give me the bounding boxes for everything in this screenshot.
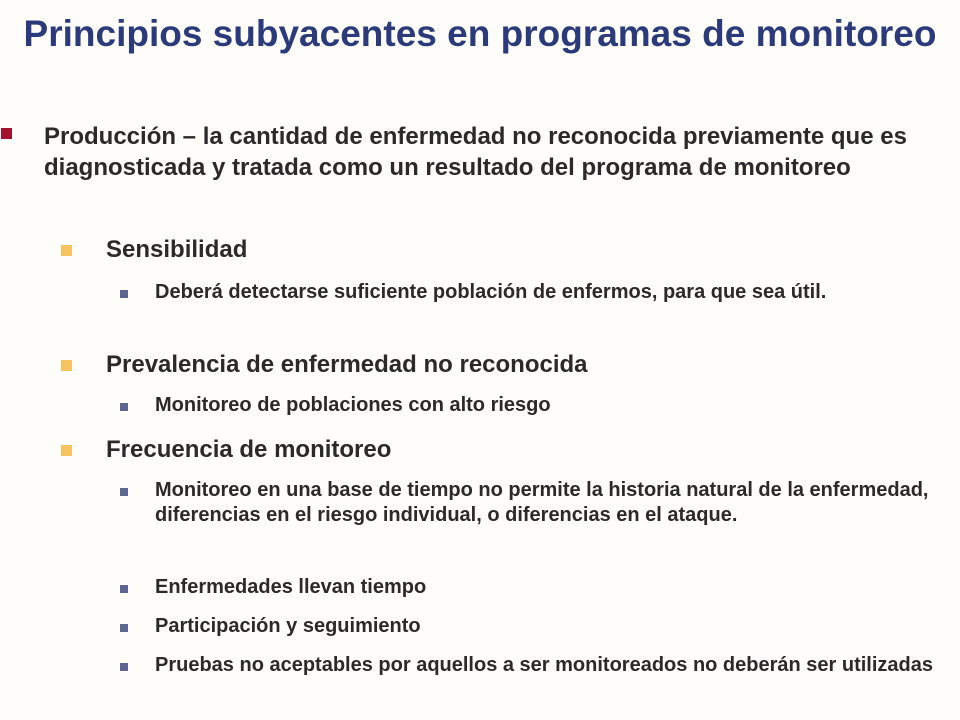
square-bullet-icon (120, 403, 128, 411)
bullet-prevalencia: Prevalencia de enfermedad no reconocida (106, 351, 588, 378)
square-bullet-icon (120, 290, 128, 298)
square-bullet-icon (61, 445, 72, 456)
square-bullet-icon (61, 245, 72, 256)
square-bullet-icon (120, 585, 128, 593)
bullet-frecuencia-sub-2: Enfermedades llevan tiempo (155, 576, 427, 598)
bullet-sensibilidad: Sensibilidad (106, 236, 248, 263)
square-bullet-icon (120, 663, 128, 671)
bullet-produccion: Producción – la cantidad de enfermedad no reconocida previamente que es diagnosticada y tratada como un resultado del programa de monitoreo (44, 123, 907, 181)
bullet-frecuencia-sub-3: Participación y seguimiento (155, 615, 421, 637)
bullet-prevalencia-sub: Monitoreo de poblaciones con alto riesgo (155, 394, 551, 416)
slide-title: Principios subyacentes en programas de monitoreo (23, 13, 937, 54)
square-bullet-icon (120, 624, 128, 632)
bullet-frecuencia-sub-1: Monitoreo en una base de tiempo no permite la historia natural de la enfermedad, diferencias en el riesgo individual, o diferencias en el ataque. (155, 479, 929, 526)
square-bullet-icon (1, 128, 12, 139)
square-bullet-icon (61, 360, 72, 371)
bullet-sensibilidad-sub: Deberá detectarse suficiente población de enfermos, para que sea útil. (155, 281, 827, 303)
bullet-frecuencia-sub-4: Pruebas no aceptables por aquellos a ser monitoreados no deberán ser utilizadas (155, 654, 934, 676)
square-bullet-icon (120, 488, 128, 496)
bullet-frecuencia: Frecuencia de monitoreo (106, 436, 392, 463)
